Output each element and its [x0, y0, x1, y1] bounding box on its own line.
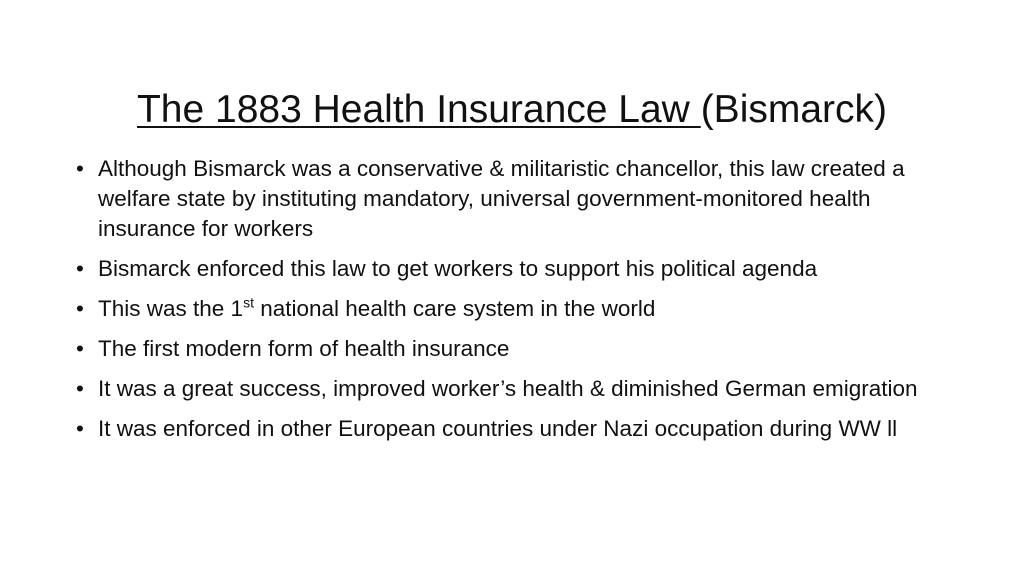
slide-title-rest: (Bismarck) [700, 88, 888, 132]
bullet-list [74, 154, 954, 454]
bullet-text: Although Bismarck was a conservative & militaristic chancellor, this law created a welfare state by instituting mandatory, universal government-monitored health insurance for workers [98, 156, 905, 241]
bullet-dot-icon: • [76, 156, 84, 181]
bullet-dot-icon: • [76, 416, 84, 441]
bullet-text: The first modern form of health insurance [98, 336, 510, 361]
bullet-text-superscript: st [243, 294, 254, 311]
bullet-item [74, 254, 954, 284]
bullet-text-after: national health care system in the world [253, 296, 656, 321]
bullet-text-before: This was the 1 [98, 296, 244, 321]
bullet-text: Bismarck enforced this law to get workers to support his political agenda [98, 256, 818, 281]
slide-title-underlined: The 1883 Health Insurance Law [136, 88, 701, 132]
bullet-dot-icon: • [76, 296, 84, 321]
slide-title [0, 84, 1024, 136]
bullet-dot-icon: • [76, 336, 84, 361]
bullet-item [74, 414, 954, 444]
bullet-item [74, 334, 954, 364]
bullet-text: It was enforced in other European countries under Nazi occupation during WW ll [98, 416, 898, 441]
bullet-text: It was a great success, improved worker’s health & diminished German emigration [98, 376, 918, 401]
bullet-item [74, 294, 954, 324]
bullet-dot-icon: • [76, 376, 84, 401]
bullet-item [74, 374, 954, 404]
bullet-dot-icon: • [76, 256, 84, 281]
bullet-item [74, 154, 954, 244]
